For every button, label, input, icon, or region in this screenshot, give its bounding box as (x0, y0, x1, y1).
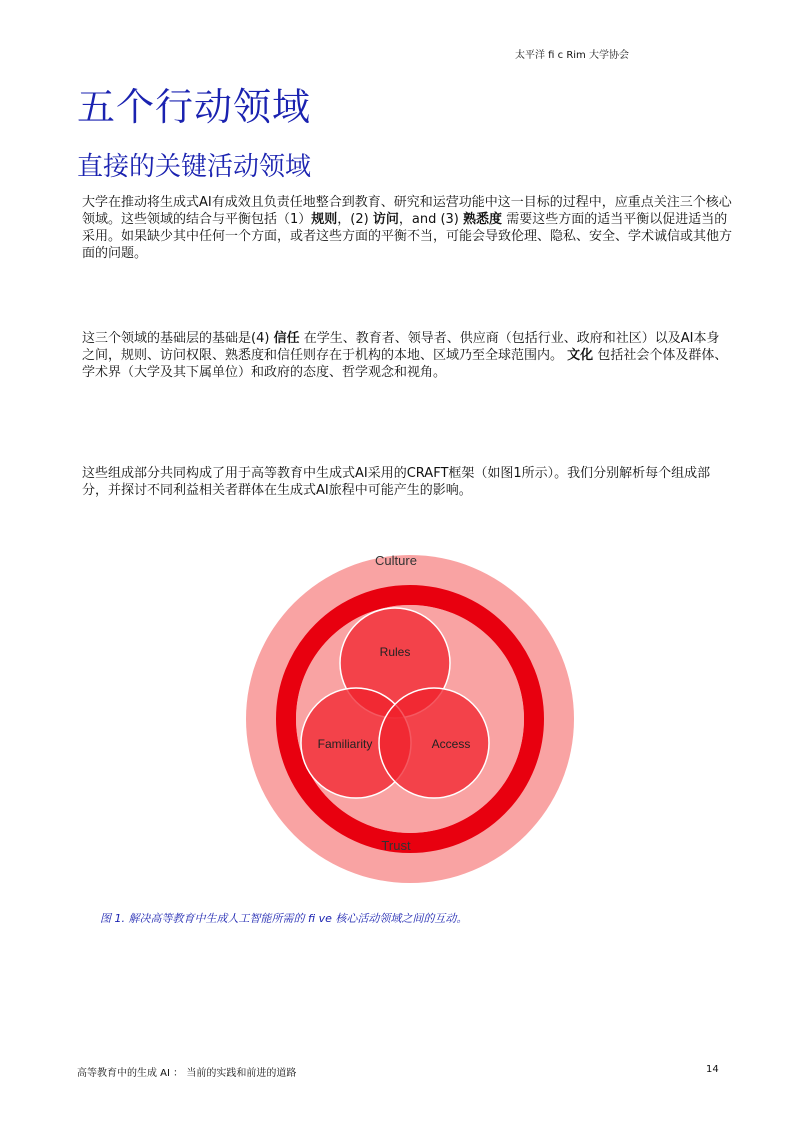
paragraph-trust-culture (82, 330, 732, 381)
paragraph-text: ，(2) (337, 212, 369, 227)
access-label: Access (431, 737, 471, 751)
page-number: 14 (706, 1064, 719, 1075)
figure-caption: 图 1. 解决高等教育中生成人工智能所需的 fi ve 核心活动领域之间的互动。 (100, 912, 468, 925)
paragraph-text: 这些组成部分共同构成了用于高等教育中生成式AI采用的CRAFT框架（如图1所示）。我们分别解析每个组成部分，并探讨不同利益相关者群体在生成式AI旅程中可能产生的影响。 (82, 466, 711, 498)
culture-label: Culture (375, 553, 417, 568)
paragraph-core-areas (82, 194, 732, 262)
paragraph-text: 需要这些方面的适当平衡以促进适当的采用。如果缺少其中任何一个方面，或者这些方面的平衡不当，可能会导致伦理、隐私、安全、学术诚信或其他方面的问题。 (82, 212, 733, 261)
term-trust: 信任 (273, 331, 300, 346)
term-access: 访问 (372, 212, 399, 227)
section-title: 直接的关键活动领域 (77, 152, 312, 182)
paragraph-text: 大学在推动将生成式AI有成效且负责任地整合到教育、研究和运营功能中这一目标的过程中，应重点关注三个核心领域。这些领域的结合与平衡包括（1） (82, 195, 732, 227)
trust-label: Trust (381, 838, 411, 853)
term-rules: 规则 (311, 212, 338, 227)
craft-diagram (246, 545, 574, 893)
paragraph-craft-framework (82, 465, 732, 499)
paragraph-text: 包括社会个体及群体、学术界（大学及其下属单位）和政府的态度、哲学观念和视角。 (82, 348, 728, 380)
familiarity-label: Familiarity (317, 737, 373, 751)
term-familiarity: 熟悉度 (463, 212, 503, 227)
page-title: 五个行动领域 (77, 85, 312, 129)
rules-label: Rules (379, 645, 411, 659)
header-organization: 太平洋 fi c Rim 大学协会 (515, 50, 629, 61)
footer-title: 高等教育中的生成 AI ： 当前的实践和前进的道路 (77, 1068, 297, 1079)
paragraph-text: 在学生、教育者、领导者、供应商（包括行业、政府和社区）以及AI本身之间，规则、访问权限、熟悉度和信任则存在于机构的本地、区域乃至全球范围内。 (82, 331, 720, 363)
term-culture: 文化 (567, 348, 594, 363)
paragraph-text: ，and (3) (398, 212, 459, 227)
paragraph-text: 这三个领域的基础层的基础是(4) (82, 331, 270, 346)
